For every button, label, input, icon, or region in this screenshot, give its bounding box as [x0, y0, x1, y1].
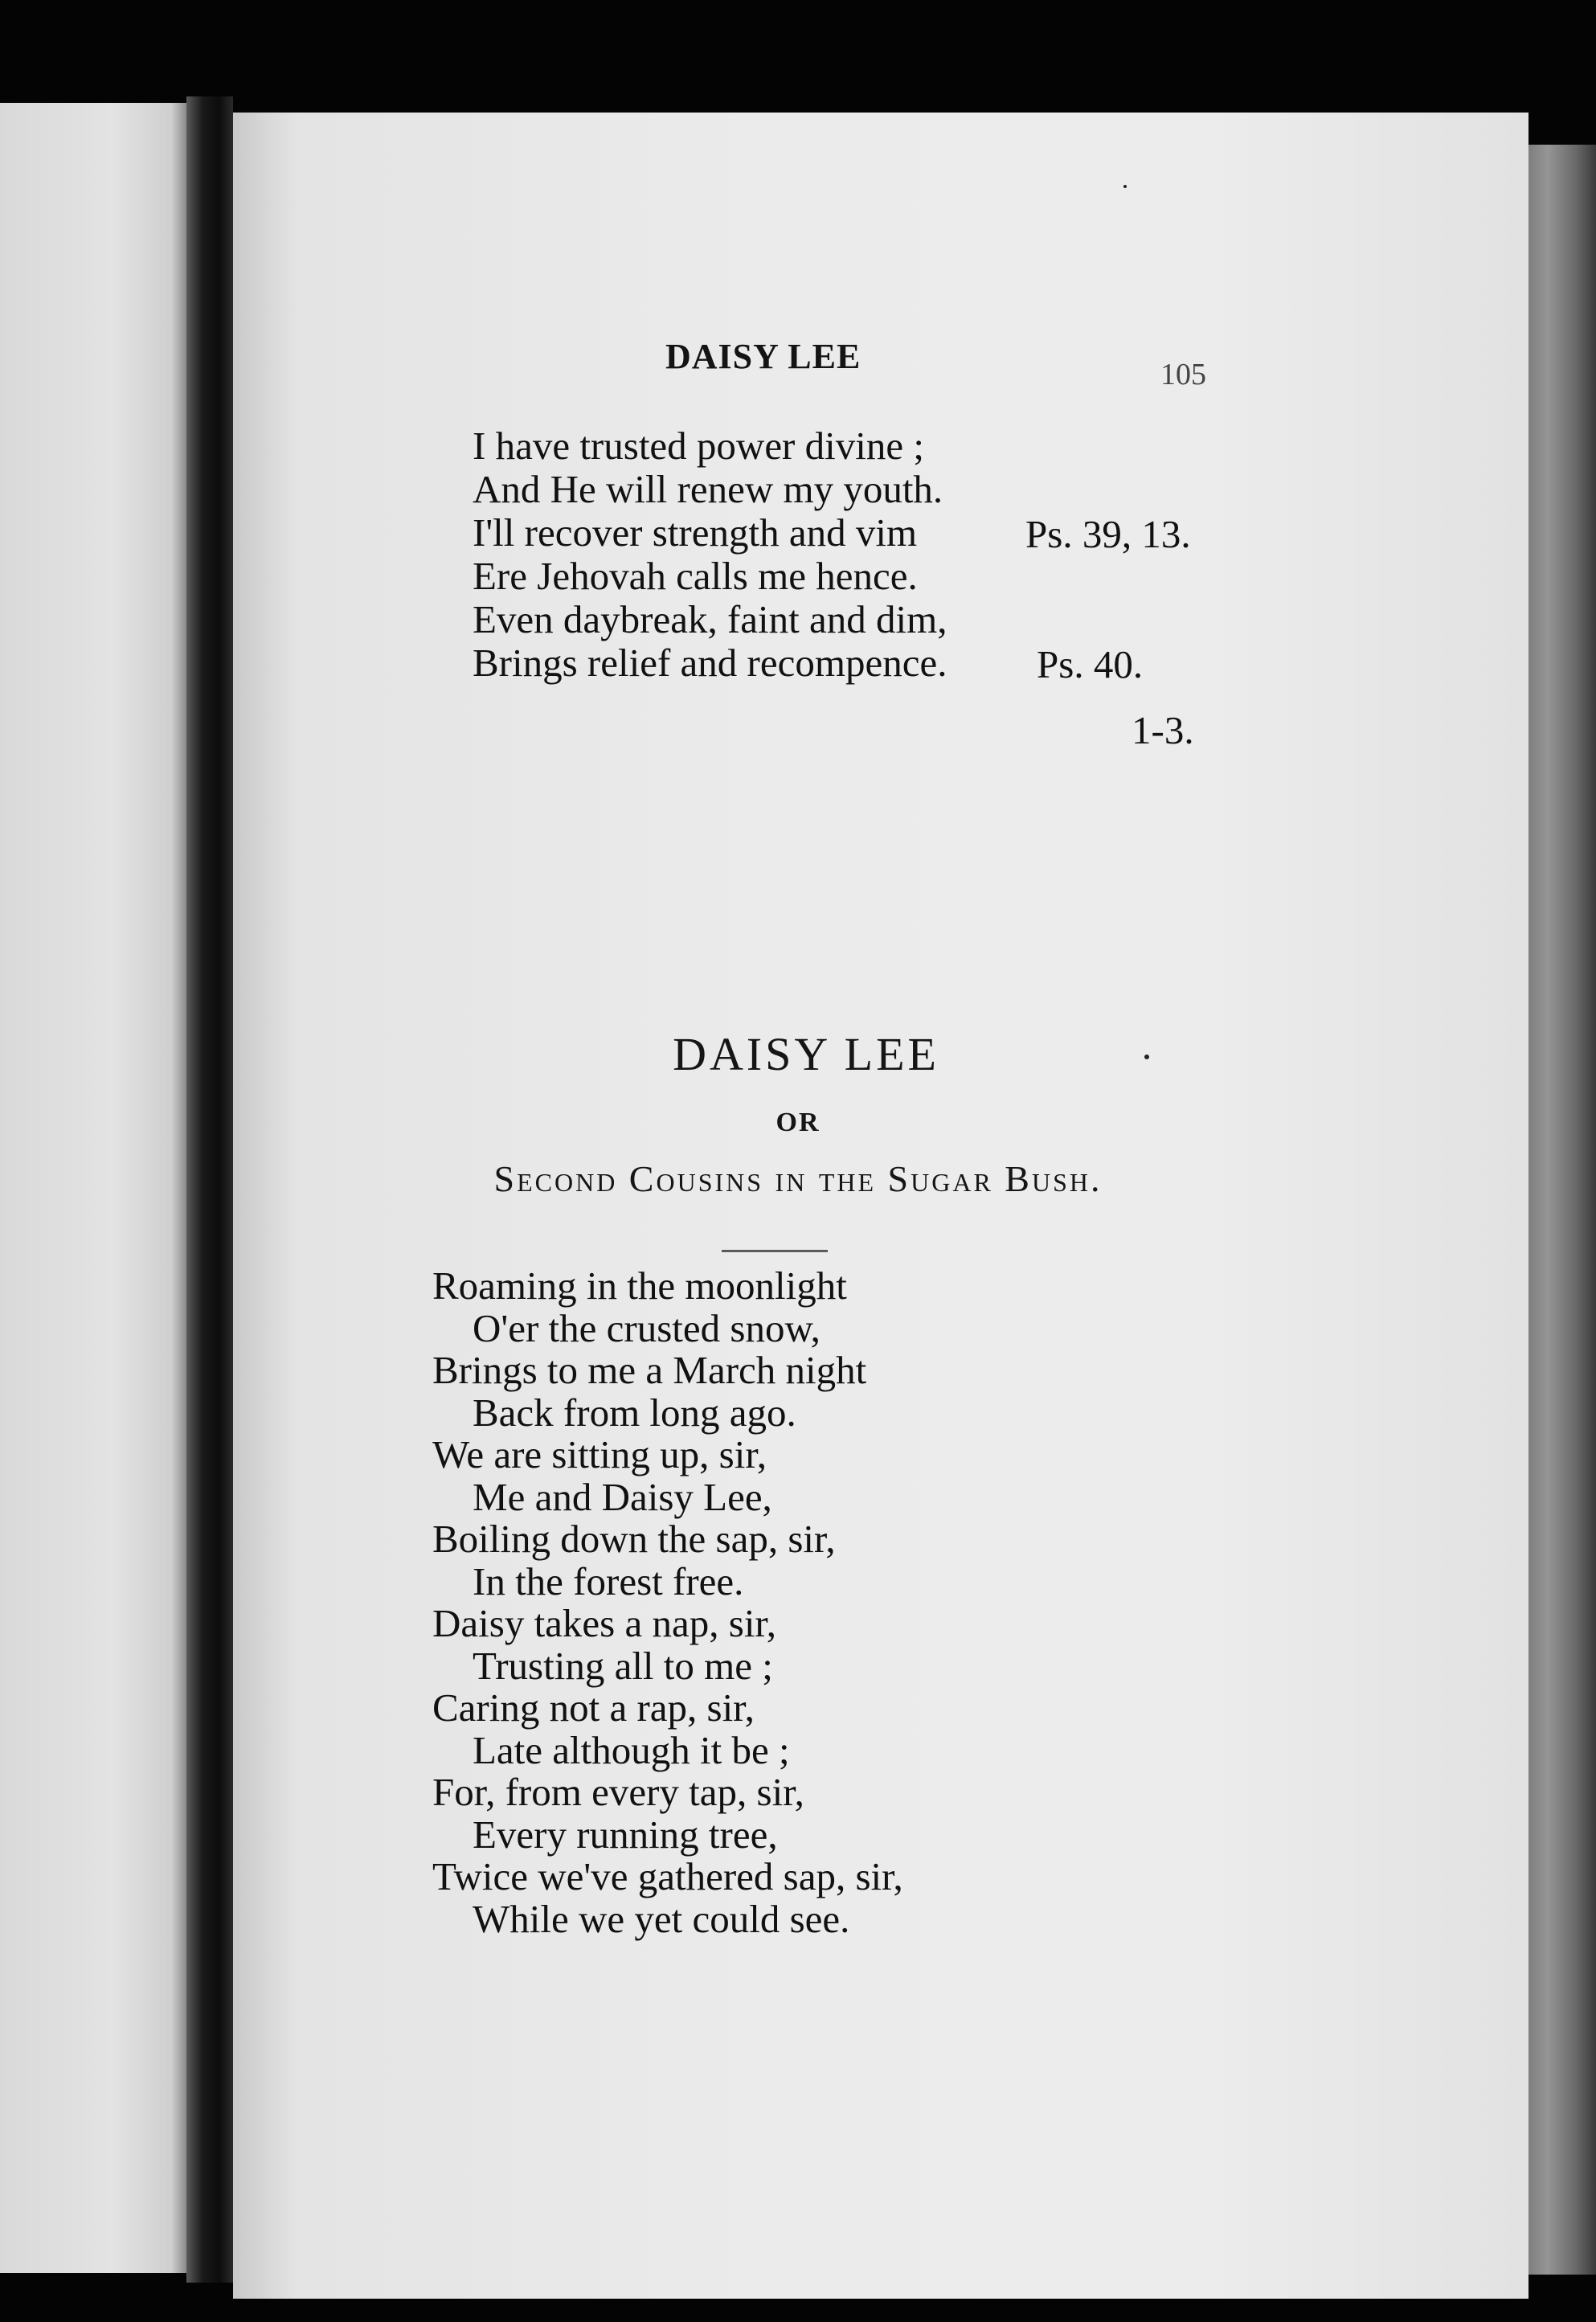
poem-line: We are sitting up, sir,: [432, 1432, 767, 1476]
poem-line: Brings to me a March night: [432, 1348, 867, 1392]
top-verse: [473, 424, 947, 685]
verse-line: Ere Jehovah calls me hence.: [473, 554, 918, 598]
poem-line: In the forest free.: [473, 1558, 744, 1603]
poem-line: Roaming in the moonlight: [432, 1263, 847, 1308]
verse-line: I have trusted power divine ;: [473, 424, 924, 468]
poem-line: Me and Daisy Lee,: [473, 1474, 772, 1519]
poem-title-or: OR: [775, 1108, 821, 1137]
poem-line: While we yet could see.: [473, 1896, 850, 1941]
poem-line: Every running tree,: [473, 1812, 778, 1857]
page-stack-shadow: [1527, 145, 1596, 2275]
running-head: DAISY LEE: [665, 337, 861, 376]
page-number: 105: [1160, 358, 1206, 391]
poem-line: Twice we've gathered sap, sir,: [432, 1854, 903, 1898]
poem-line: Daisy takes a nap, sir,: [432, 1601, 777, 1645]
scripture-reference: Ps. 40.: [1037, 642, 1144, 686]
title-rule: [722, 1250, 828, 1252]
poem-title: DAISY LEE: [673, 1028, 939, 1080]
verse-line: And He will renew my youth.: [473, 467, 943, 511]
poem-subtitle: Second Cousins in the Sugar Bush.: [493, 1158, 1103, 1199]
verse-line: Even daybreak, faint and dim,: [473, 597, 947, 641]
poem-line: For, from every tap, sir,: [432, 1770, 804, 1814]
poem-line: Boiling down the sap, sir,: [432, 1517, 836, 1561]
scripture-reference-continuation: 1-3.: [1132, 708, 1194, 752]
poem-body: [432, 1265, 903, 1940]
poem-line: Trusting all to me ;: [473, 1643, 773, 1688]
poem-line: Late although it be ;: [473, 1727, 790, 1772]
poem-line: Caring not a rap, sir,: [432, 1685, 755, 1730]
poem-line: O'er the crusted snow,: [473, 1305, 821, 1350]
scripture-reference: Ps. 39, 13.: [1025, 512, 1191, 556]
verse-line: Brings relief and recompence.: [473, 641, 947, 685]
verse-line: I'll recover strength and vim: [473, 510, 918, 555]
ink-speck: [1144, 1055, 1149, 1059]
ink-speck: [1123, 185, 1127, 188]
poem-line: Back from long ago.: [473, 1390, 796, 1435]
